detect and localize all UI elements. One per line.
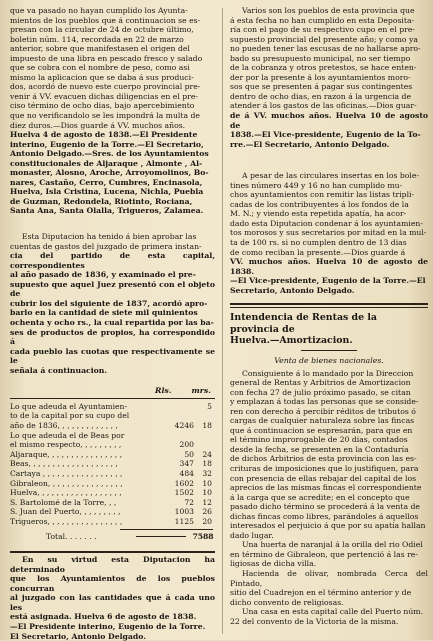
text-line: al año pasado de 1836, y examinado el pre- — [10, 270, 196, 280]
text-line: tines número 449 y 16 no han cumplido mu- — [230, 180, 403, 190]
text-line: crituras de imposiciones que lo justifiquen, para — [230, 464, 419, 473]
text-line: á esta fecha no han cumplido en esta Deposita- — [230, 15, 415, 25]
table-row: año de 1836, , , , , , , , , , , , , 4246 18 — [10, 421, 212, 431]
text-line: supuesto provincial del presente año; y como ya — [230, 34, 418, 44]
text-line: anterior, sobre que manifestasen el origen del — [10, 44, 190, 54]
text-line: Varios son los pueblos de esta provincia que — [242, 6, 415, 15]
text-line: que á continuacion se espresarán, para que en — [230, 425, 413, 435]
text-line: dos, acordó de nuevo este cuerpo provincial pre- — [10, 82, 201, 92]
section-rule — [230, 303, 428, 305]
table-row: to de la capital por su cupo del — [10, 411, 130, 421]
table-row: Gibraleon, , , , , , , , , , , , , , , , 1602 10 — [10, 478, 212, 488]
table-row: Aljaraque, , , , , , , , , , , , , , , , 50 24 — [10, 449, 212, 459]
table-row: el mismo respecto, , , , , , , , , 200 — [10, 440, 194, 450]
text-line: El Secretario, Antonio Delgado. — [10, 631, 146, 641]
notice-provincial-budget — [230, 6, 428, 149]
text-line: Huelva 4 de agosto de 1838.—El Presidente — [10, 130, 198, 140]
notice-taxpayer-lists — [230, 171, 428, 295]
text-line: que no verificandolo se les impondrá la multa de — [10, 111, 200, 121]
text-line: cadas de los contribuyentes á los fondos de la — [230, 199, 409, 209]
text-line: Consiguiente á lo mandado por la Direccion — [242, 368, 414, 378]
text-line: Huelva, Isla Cristina, Lucena, Nichla, Puebla — [10, 187, 204, 197]
text-line: señala á continuacion. — [10, 365, 108, 375]
property-orange-grove — [230, 540, 428, 569]
notice-fish-tax — [10, 6, 215, 216]
section-title — [230, 312, 428, 346]
text-line: presan con la circular de 24 de octubre último, — [10, 25, 194, 35]
text-line: Una casa en esta capital calle del Puerto núm. — [242, 607, 424, 617]
text-line: dado esta Diputacion condenar á los ayuntamien- — [230, 218, 423, 228]
text-line: ta de 100 rs. si no cumplen dentro de 13 dias — [230, 238, 407, 248]
text-line: pasado dicho término se procederá á la venta de — [230, 502, 420, 512]
property-house — [230, 607, 428, 626]
title-line: Huelva.—Amortizacion. — [230, 335, 353, 347]
section-subtitle: Venta de bienes nacionales. — [274, 355, 384, 365]
total-dash — [136, 536, 186, 537]
text-line: de Guzman, Redondela, Riotinto, Rociana, — [10, 196, 193, 206]
text-line: á la carga que se acredite; en el concepto que — [230, 492, 410, 502]
notice-amortization — [230, 369, 428, 541]
text-line: der por la presente á los ayuntamientos moro- — [230, 72, 411, 82]
header-maravedis: mrs. — [191, 386, 211, 396]
text-line: 1838.—El Vice-presidente, Eugenio de la To- — [230, 130, 421, 140]
header-reales: Rls. — [154, 386, 172, 396]
notice-court-expenses — [10, 232, 215, 375]
text-line: ría con el pago de su respectivo cupo en el pre- — [230, 25, 415, 35]
text-line: cuentas de gastos del juzgado de primera instan- — [10, 241, 202, 251]
text-line: está asignada. Huelva 6 de agosto de 1838. — [10, 612, 197, 622]
text-line: desde la fecha, se presenten en la Contaduría — [230, 444, 409, 454]
section-rule — [10, 551, 215, 553]
text-line: dentro de ocho dias, en razon á la urgencia de — [230, 91, 412, 101]
text-line: mismo la aplicacion que se daba á sus produci- — [10, 72, 194, 82]
text-line: ren con derecho á percibir réditos de tributos ó — [230, 406, 416, 416]
section-rule-thin — [230, 307, 428, 308]
text-line: cada pueblo las cuotas que respectivamente se le — [10, 346, 215, 366]
text-line: de dichos Arbitrios de esta provincia con las es- — [230, 454, 417, 464]
text-line: impuesto de una libra en pescado fresco y salado — [10, 53, 203, 63]
sum-rule — [120, 527, 213, 530]
text-line: barlo en la cantidad de siete mil quinientos — [10, 308, 198, 318]
text-line: A pesar de las circulares insertas en los bole- — [242, 171, 420, 181]
text-line: ciso término de ocho dias, bajo apercebimiento — [10, 101, 195, 111]
text-line: y emplazan á todas las personas que se conside- — [230, 397, 419, 407]
text-line: interino, Eugenio de la Torre.—El Secretario, — [10, 139, 204, 149]
table-row: Trigueros, , , , , , , , , , , , , , , , 1125 20 — [10, 516, 212, 526]
text-line: boletin núm. 114, recordada en 22 de marzo — [10, 34, 184, 44]
text-line: que va pasado no hayan cumplido los Ayunta- — [10, 6, 188, 15]
text-line: Santa Ana, Santa Olalla, Trigueros, Zalamea. — [10, 206, 204, 216]
text-line: al juzgado con las cantidades que á cada uno les — [10, 593, 215, 612]
table-row: S. Juan del Puerto, , , , , , , , , 1003 26 — [10, 507, 212, 517]
text-line: el término improrogable de 20 dias, contados — [230, 435, 408, 445]
right-column — [230, 6, 428, 626]
text-line: chos ayuntamientos con remitir las listas tripli- — [230, 190, 415, 200]
text-line: cubrir los del siguiente de 1837, acordó apro- — [10, 298, 208, 308]
text-line: —El Presidente interino, Eugenio de la Torre. — [10, 621, 206, 631]
table-row: Huelva, , , , , , , , , , , , , , , , , , 1502 10 — [10, 488, 212, 498]
table-header — [10, 386, 215, 396]
title-rule — [301, 350, 357, 351]
text-line: sos que se presenten á pagar sus contingentes — [230, 82, 413, 92]
text-line: dichas fincas como libres, parándoles á aquellos — [230, 511, 419, 521]
text-line: ochenta y ocho rs., la cual repartida por las ba- — [10, 317, 214, 327]
title-line: Intendencia de Rentas de la provincia de — [230, 312, 377, 335]
text-line: de la cobranza y otros pretestos, se hace enten- — [230, 63, 417, 73]
text-line: monaster, Alosno, Aroche, Arroyomolinos, Bo- — [10, 168, 209, 178]
text-line: Esta Diputacion ha tenido á bien aprobar las — [22, 232, 197, 242]
text-line: rre.—El Secretario, Antonio Delgado. — [230, 139, 390, 149]
text-line: Secretario, Antonio Delgado. — [230, 285, 355, 295]
table-row: Beas, , , , , , , , , , , , , , , , , , , 347 18 — [10, 459, 212, 469]
text-line: que los Ayuntamientos de los pueblos concurran — [10, 574, 215, 593]
text-line: ligiosas de dicha villa. — [230, 559, 317, 569]
text-line: Hacienda de olivar, nombrada Cerca del Pintado, — [230, 569, 428, 588]
table-row: Lo que adeuda el de Beas por — [10, 430, 125, 440]
text-line: en término de Gibraleon, que pertenció á las re- — [230, 549, 418, 559]
text-line: VV. muchos años. Huelva 10 de agosto de 1838. — [230, 257, 428, 276]
column-divider — [222, 8, 223, 634]
text-line: con presencia de ellas rebajar del capital de los — [230, 473, 417, 483]
text-line: mientos de los pueblos que á continuacion se es- — [10, 15, 201, 25]
text-line: diez duros.—Dios guarde á VV. muchos años. — [10, 120, 186, 130]
table-row: Lo que adeuda el Ayuntamien- 5 — [10, 401, 212, 411]
table-row: S. Bartolomé de la Torre, , , 72 12 — [10, 497, 212, 507]
text-line: cargas de cualquier naturaleza sobre las fincas — [230, 416, 415, 426]
table-total-row — [10, 532, 215, 542]
text-line: venir á VV. evacuen dichas diligencias en el pre- — [10, 91, 198, 101]
text-line: En su virtud esta Diputacion ha determinado — [10, 555, 215, 574]
text-line: bado su presupuesto municipal, no ser tiempo — [230, 53, 411, 63]
table-row: Cartaya , , , , , , , , , , , , , , , , , 484 32 — [10, 468, 212, 478]
text-line: interesados el perjuicio á que por su apatía hallan — [230, 521, 426, 531]
text-line: supuesto que aquel Juez presentó con el objeto de — [10, 279, 215, 299]
text-line: nares, Castaño, Cerro, Cumbres, Encinasola, — [10, 177, 203, 187]
text-line: que se cobra con el nombre de peso, como asi — [10, 63, 190, 73]
total-value: 7588 — [192, 531, 214, 541]
quota-table — [10, 386, 215, 541]
text-line: Antonio Delgado.—Sres. de los Ayuntamientos — [10, 149, 209, 159]
total-label: Total. . . . . . . — [46, 531, 97, 541]
text-line: constitucionales de Aljaraque , Almonte , Al- — [10, 158, 203, 168]
text-line: aprecios de las mismas fincas el correspondiente — [230, 483, 422, 493]
text-line: Una huerta de naranjal á la orilla del rio Odiel — [242, 540, 423, 550]
notice-court-resolution — [10, 555, 215, 641]
text-line: general de Rentas y Arbitrios de Amortizacion — [230, 378, 411, 388]
text-line: de á VV. muchos años. Huelva 10 de agosto de — [230, 111, 428, 130]
text-line: no pueden tener las escusas de no hallarse apro- — [230, 44, 421, 54]
text-line: 22 del convento de la Victoria de la misma. — [230, 616, 399, 626]
text-line: dado lugar. — [230, 530, 274, 540]
text-line: con fecha 27 de julio próximo pasado, se citan — [230, 387, 411, 397]
text-line: ses de productos de propios, ha correspondido á — [10, 327, 215, 347]
text-line: sitio del Cuadrejon en el término anterior y de — [230, 588, 412, 598]
text-line: cia del partido de esta capital, correspondientes — [10, 251, 215, 270]
text-line: atender á los gastos de las oficinas.—Dios guar- — [230, 101, 417, 111]
text-line: de como reciban la presente.—Dios guarde á — [230, 247, 406, 257]
text-line: dicho convento de religiosas. — [230, 597, 344, 607]
left-column — [10, 6, 215, 641]
text-line: —El Vice-presidente, Eugenio de la Torre.—El — [230, 276, 426, 286]
property-olive-estate — [230, 569, 428, 607]
text-line: M. N.; y viendo esta repetida apatía, ha acor- — [230, 209, 407, 219]
text-line: tos morosos y sus secretarios por mitad en la mul- — [230, 228, 427, 238]
